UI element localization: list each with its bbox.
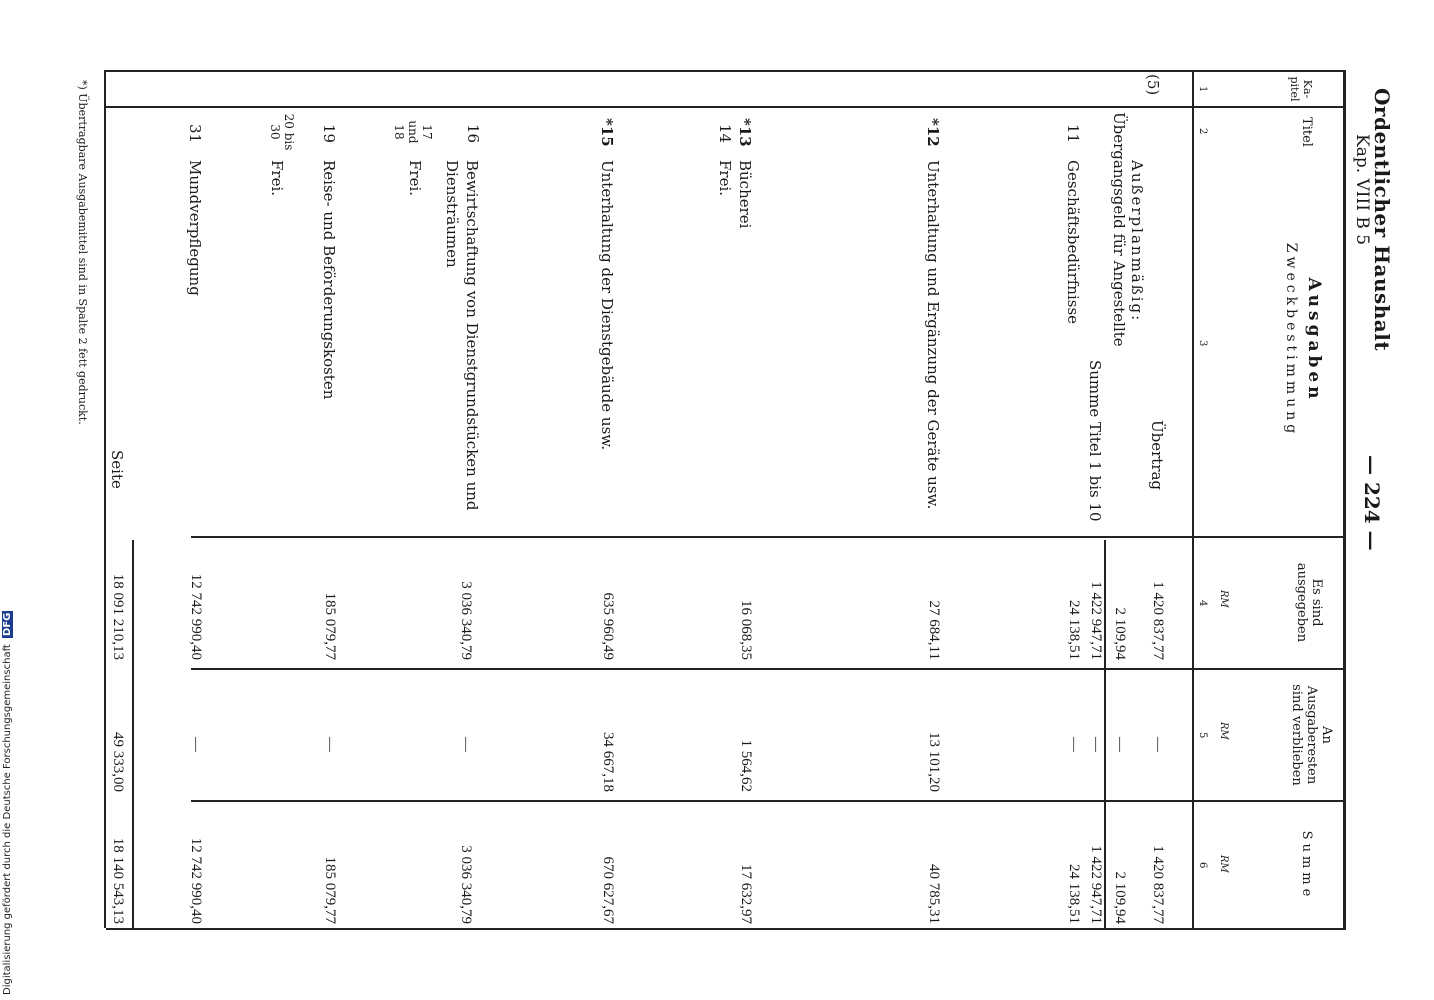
row-summe: 1 420 837,77 — [1150, 845, 1166, 924]
row-text: Summe Titel 1 bis 10 — [1086, 360, 1104, 522]
row-text: Übertrag — [1148, 420, 1166, 491]
unit-label-6: RM — [1218, 855, 1229, 873]
row-titel: 31 — [186, 124, 204, 144]
col-ausgaben-header: Ausgaben — [1304, 277, 1324, 403]
col-number-3: 3 — [1197, 340, 1208, 347]
row-titel: 17 und 18 — [392, 120, 434, 144]
col-line-4 — [191, 668, 1346, 670]
col-ausgegeben-header: Es sind ausgegeben — [1294, 562, 1324, 643]
row-text: Mundverpflegung — [186, 160, 204, 296]
page-title: Ordentlicher Haushalt — [1370, 88, 1394, 352]
row-titel: 11 — [1064, 124, 1082, 144]
table-bottom-rule — [104, 70, 106, 928]
col-line-1 — [106, 70, 1346, 72]
row-summe: 24 138,51 — [1066, 864, 1082, 924]
row-ausgegeben: 2 109,94 — [1112, 607, 1128, 660]
row-titel: 16 — [464, 124, 482, 144]
row-text: Frei. — [406, 160, 424, 197]
row-summe: 3 036 340,79 — [458, 845, 474, 924]
total-label: Seite — [108, 450, 126, 489]
row-text: Frei. — [268, 160, 286, 197]
total-ausgegeben: 18 091 210,13 — [110, 573, 126, 660]
row-summe: 185 079,77 — [322, 856, 338, 924]
row-titel: 20 bis 30 — [268, 113, 296, 151]
col-number-6: 6 — [1197, 862, 1208, 869]
col-line-2 — [106, 106, 1346, 108]
row-ausgegeben: 185 079,77 — [322, 592, 338, 660]
row-reste: — — [1088, 737, 1104, 752]
row-titel: *12 — [924, 118, 942, 147]
col-number-2: 2 — [1197, 128, 1208, 135]
row-summe: 1 422 947,71 — [1088, 845, 1104, 924]
dfg-credit-text: Digitalisierung gefördert durch die Deutsche Forschungsgemeinschaft — [2, 644, 13, 995]
col-number-4: 4 — [1197, 600, 1208, 607]
row-titel: *15 — [598, 118, 616, 147]
row-reste: — — [1066, 737, 1082, 752]
col-titel-header: Titel — [1299, 117, 1314, 147]
row-text: Unterhaltung der Dienstgebäude usw. — [598, 160, 616, 451]
row-ausgegeben: 12 742 990,40 — [188, 573, 204, 660]
row-titel: 19 — [320, 124, 338, 144]
row-ausgegeben: 635 960,49 — [600, 592, 616, 660]
row-titel: 14 — [716, 124, 734, 144]
row-ausgegeben: 27 684,11 — [926, 600, 942, 660]
col-zweck-header: Zweckbestimmung — [1283, 242, 1299, 438]
row-ausgegeben: 3 036 340,79 — [458, 581, 474, 660]
row-reste: — — [188, 737, 204, 752]
chapter-label: Kap. VIII B 5 — [1352, 134, 1372, 246]
row-ausgegeben: 16 068,35 — [738, 600, 754, 660]
row-summe: 17 632,97 — [738, 864, 754, 924]
unit-label-5: RM — [1218, 722, 1229, 740]
row-text: Geschäftsbedürfnisse — [1064, 160, 1082, 325]
col-reste-header: An Ausgaberesten sind verblieben — [1289, 684, 1334, 786]
row-summe: 2 109,94 — [1112, 871, 1128, 924]
dfg-logo: DFG — [2, 612, 13, 636]
row-text: Unterhaltung und Ergänzung der Geräte usw. — [924, 160, 942, 510]
total-rule — [132, 540, 134, 928]
col-summe-header: Summe — [1299, 830, 1314, 901]
col-kapitel-header: Ka-pitel — [1288, 76, 1314, 102]
row-ausgegeben: 1 420 837,77 — [1150, 581, 1166, 660]
col-number-1: 1 — [1197, 86, 1208, 93]
row-ausgegeben: 1 422 947,71 — [1088, 581, 1104, 660]
col-line-5 — [191, 800, 1346, 802]
row-reste: — — [322, 737, 338, 752]
row-text: Bewirtschaftung von Dienstgrundstücken und Diensträumen — [443, 160, 481, 511]
page-number: — 224 — — [1360, 455, 1384, 551]
row-summe: 12 742 990,40 — [188, 837, 204, 924]
row-kapitel: (5) — [1144, 74, 1162, 96]
row-reste: 34 667,18 — [600, 732, 616, 792]
row-ausgegeben: 24 138,51 — [1066, 600, 1082, 660]
unit-label-4: RM — [1218, 590, 1229, 608]
row-titel: *13 — [736, 118, 754, 147]
row-reste: — — [1112, 737, 1128, 752]
row-reste: — — [458, 737, 474, 752]
col-number-5: 5 — [1197, 732, 1208, 739]
total-reste: 49 333,00 — [110, 732, 126, 792]
total-summe: 18 140 543,13 — [110, 837, 126, 924]
row-text: Reise- und Beförderungskosten — [320, 160, 338, 400]
row-text: Frei. — [716, 160, 734, 197]
row-reste: — — [1150, 737, 1166, 752]
row-summe: 40 785,31 — [926, 864, 942, 924]
row-reste: 1 564,62 — [738, 739, 754, 792]
col-line-3 — [191, 536, 1346, 538]
col-line-6 — [106, 928, 1346, 930]
subtotal-rule — [1104, 540, 1106, 928]
row-text: Außerplanmäßig: — [1128, 160, 1146, 323]
footnote: *) Übertragbare Ausgabemittel sind in Spalte 2 fett gedruckt. — [76, 80, 89, 425]
row-summe: 670 627,67 — [600, 856, 616, 924]
row-reste: 13 101,20 — [926, 732, 942, 792]
row-text: Bücherei — [736, 160, 754, 229]
row-text: Übergangsgeld für Angestellte — [1110, 112, 1128, 347]
